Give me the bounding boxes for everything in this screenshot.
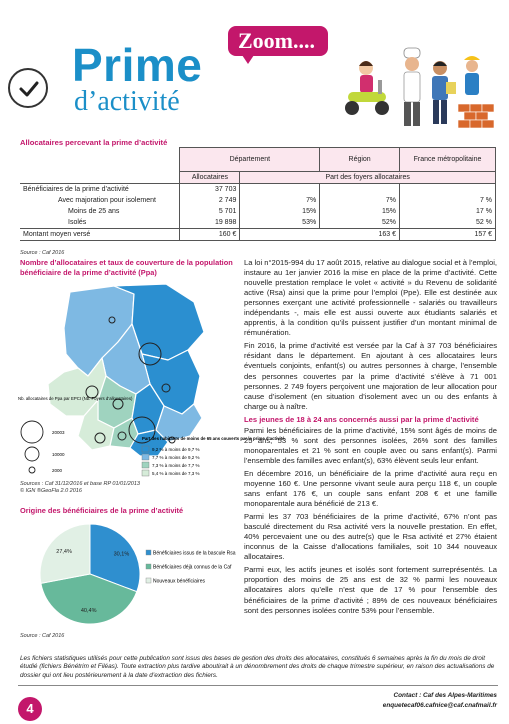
sub-allocataires: Allocataires: [180, 172, 240, 184]
paragraph: Fin 2016, la prime d’activité est versée par la Caf à 37 703 bénéficiaires résidant dans le département. En ajoutant à ces allocataires leurs éventuels conjoints, enfant(s) ou autres personnes à charge, l’ensemble des personnes couvertes par la prime d’activité s’élève à 71 001 personnes. 2 749 foyers perçoivent une majoration de leur allocation pour cause d’isolement (en situation d’isolement avec un ou des enfants à charge ou à naître.: [244, 341, 497, 411]
table-row: Montant moyen versé 160 € 163 € 157 €: [20, 229, 496, 241]
scooter-figure: [345, 61, 389, 115]
check-logo-icon: [8, 68, 48, 108]
table-title: Allocataires percevant la prime d’activité: [20, 138, 168, 147]
table-row: Moins de 25 ans 5 701 15% 15% 17 %: [20, 206, 496, 217]
origin-pie-chart: [20, 520, 240, 628]
pie-title: Origine des bénéficiaires de la prime d’activité: [20, 506, 184, 515]
circle-legend-value: 20003: [52, 430, 65, 435]
workers-illustration: [338, 46, 498, 136]
pie-legend-label: Bénéficiaires déjà connus de la Caf: [153, 564, 232, 571]
legend-label: 7,3 % à moins de 7,7 %: [152, 463, 200, 468]
table-header-row: [20, 148, 496, 172]
color-legend-title: Part des habitants de moins de 65 ans couverts par la prime d’activité: [142, 436, 285, 441]
pie-legend: [146, 550, 236, 585]
paragraph: La loi n°2015-994 du 17 août 2015, relative au dialogue social et à l’emploi, instaure au 1er janvier 2016 la mise en place de la prime d’activité. Cette nouvelle prestation remplace le volet « activité » du Revenu de solidarité active (Rsa) ainsi que la prime pour l’emploi (Ppe). Elle est destinée aux personnes exerçant une activité professionnelle - salariés ou travailleurs indépendants -, mais elle est aussi ouverte aux étudiants salariés et apprentis, à la condition qu’ils puissent justifier d’un montant minimal de rémunération.: [244, 258, 497, 338]
pie-legend-label: Nouveaux bénéficiaires: [153, 578, 205, 585]
zoom-badge: Zoom....: [228, 26, 328, 56]
sub-part: Part des foyers allocataires: [240, 172, 496, 184]
col-france: France métropolitaine: [400, 148, 496, 172]
pie-value-label: 40,4%: [80, 607, 97, 614]
legend-swatch: [142, 446, 149, 452]
paragraph: Parmi les 37 703 bénéficiaires de la prime d’activité, 67% n’ont pas basculé directement du Rsa activité vers la nouvelle prestation. En effet, 40% percevaient une ou des autre(s) que le Rsa activité et 27% étaient inconnus de la Caisse d’allocations familiales, soit 10 344 nouveaux allocataires.: [244, 512, 497, 562]
builder-figure: [458, 56, 494, 128]
circle-legend-title: Nb. allocataires de Ppa par EPCI (Nb. Foyers d’allocataires): [18, 396, 133, 401]
circle-legend-value: 2000: [52, 468, 63, 473]
page-title: Prime: [72, 39, 203, 91]
col-region: Région: [320, 148, 400, 172]
table-row: Bénéficiaires de la prime d’activité 37 703: [20, 184, 496, 196]
department-map: [18, 280, 285, 488]
epci-areas: [48, 284, 204, 456]
pie-legend-swatch: [146, 578, 151, 583]
table-row: Avec majoration pour isolement 2 749 7% 7% 7 %: [20, 195, 496, 206]
student-figure: [432, 61, 456, 124]
section-subtitle: Les jeunes de 18 à 24 ans concernés aussi par la prime d’activité: [244, 414, 479, 424]
pie-legend-swatch: [146, 550, 151, 555]
map-source: Sources : Caf 31/12/2016 et base RP 01/01/2013 © IGN ®GeoFla 2.0 2016: [20, 481, 140, 494]
pie-source: Source : Caf 2016: [20, 633, 65, 639]
legend-swatch: [142, 462, 149, 468]
map-title: Nombre d’allocataires et taux de couverture de la population bénéficiaire de la prime d’activité (Ppa): [20, 258, 233, 277]
chef-figure: [404, 48, 420, 126]
contact-label: Contact : Caf des Alpes-Maritimes: [393, 692, 497, 699]
col-departement: Département: [180, 148, 320, 172]
pie-value-label: 27,4%: [56, 549, 72, 556]
legend-label: 9,2 % à moins de 9,7 %: [152, 447, 200, 452]
footer-divider: [18, 685, 498, 686]
legend-swatch: [142, 454, 149, 460]
table-source: Source : Caf 2016: [20, 250, 65, 256]
pie-legend-label: Bénéficiaires issus de la bascule Rsa: [153, 550, 236, 557]
article-text: [244, 258, 497, 619]
table-row: Isolés 19 898 53% 52% 52 %: [20, 217, 496, 229]
allocataires-table: [20, 147, 496, 241]
pie-value-label: 30,1%: [113, 551, 130, 558]
page-subtitle: d’activité: [74, 86, 180, 117]
paragraph: Parmi eux, les actifs jeunes et isolés sont fortement surreprésentés. La proportion des moins de 25 ans est de 32 % parmi les nouveaux allocataires alors qu’elle n’est que de 17 % pour l’ensemble des bénéficiaires de la prime d’activité ; 89% de ces nouveaux bénéficiaires sont des personnes isolées contre 53% pour l’ensemble.: [244, 565, 497, 615]
circle-legend-value: 10000: [52, 452, 65, 457]
legend-label: 7,7 % à moins de 9,2 %: [152, 455, 200, 460]
pie-legend-swatch: [146, 564, 151, 569]
page-number: 4: [18, 697, 42, 721]
contact-email: enquetecaf06.cafnice@caf.cnafmail.fr: [382, 702, 497, 709]
paragraph: Parmi les bénéficiaires de la prime d’activité, 15% sont âgés de moins de 25 ans, 53 % sont des personnes isolées, 26% sont des familles monoparentales et 21 % sont en couple avec ou sans enfant(s). Parmi l’ensemble des familles avec enfant(s), 63% élèvent seuls leur enfant.: [244, 425, 497, 465]
footer-note: Les fichiers statistiques utilisés pour cette publication sont issus des bases de gestion des droits des allocataires, constitués 6 semaines après la fin du mois de droit étudié (fichiers Bénétrim et Filéas). Toute extraction plus tardive aboutirait à un dénombrement des droits de chaque trimestre supérieur, en raison des actualisations de dossier qui ont lieu postérieurement à la date d’extraction des fichiers.: [20, 655, 495, 679]
table-subheader-row: [20, 172, 496, 184]
legend-swatch: [142, 470, 149, 476]
paragraph: En décembre 2016, un bénéficiaire de la prime d’activité aura reçu en moyenne 160 €. Une personne vivant seule aura perçu 118 €, un couple sans enfant 176 €, un couple sans enfant 208 € et une famille monoparentale aura bénéficié de 213 €.: [244, 468, 497, 509]
legend-label: 5,4 % à moins de 7,3 %: [152, 471, 200, 476]
